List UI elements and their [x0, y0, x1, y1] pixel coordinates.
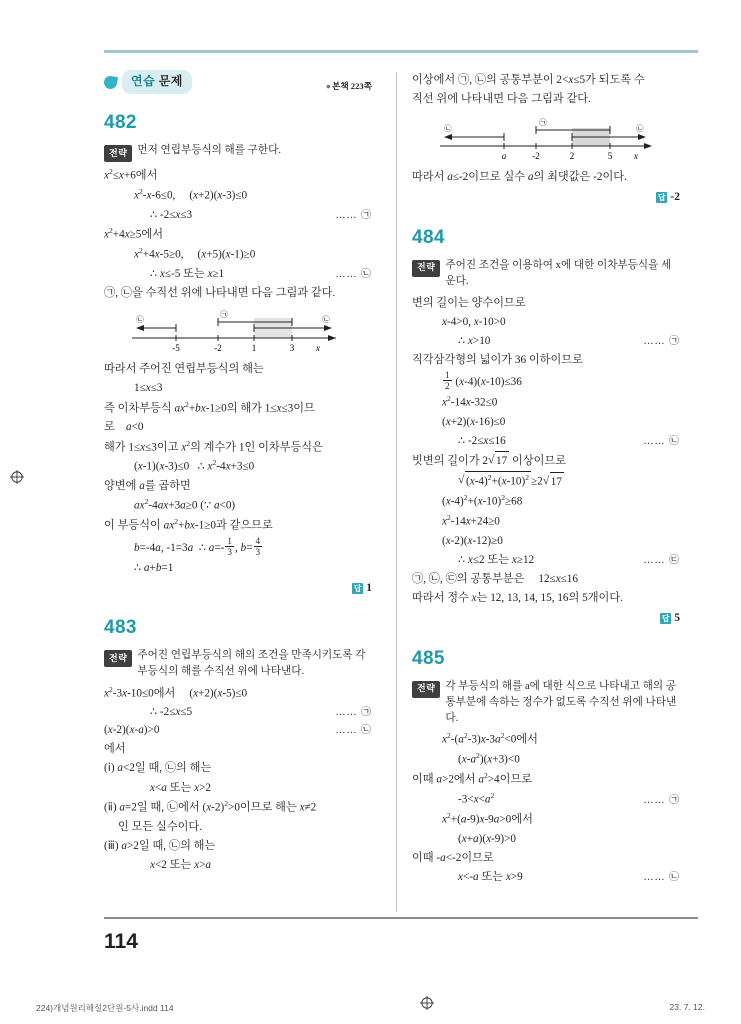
- solution-line: 로 a<0: [104, 421, 144, 434]
- solution-line: 변의 길이는 양수이므로: [412, 296, 526, 309]
- strategy-text: 먼저 연립부등식의 해를 구한다.: [137, 145, 282, 157]
- strategy-text: 각 부등식의 해를 a에 대한 식으로 나타내고 해의 공통부분에 속하는 정수가 없도록 수직선 위에 나타낸다.: [445, 680, 677, 724]
- solution-line: ∴ -2≤x≤16 …… ㉡: [458, 432, 680, 450]
- svg-text:㉡: ㉡: [322, 315, 330, 325]
- svg-text:3: 3: [289, 343, 295, 354]
- page-number: 114: [104, 930, 138, 953]
- solution-line: x<2 또는 x>a: [150, 858, 211, 871]
- solution-line: x<-a 또는 x>9 …… ㉡: [458, 868, 680, 886]
- solution-line: $-3<x<a^2$ …… ㉠: [458, 790, 680, 809]
- strategy-483: [104, 648, 372, 680]
- ellipsis-marker: …… ㉡: [643, 872, 680, 884]
- ellipsis-marker: …… ㉠: [335, 706, 372, 718]
- svg-text:1: 1: [251, 343, 257, 354]
- problem-number-485: 485: [412, 647, 445, 669]
- leaf-icon: [103, 75, 118, 90]
- solution-line: (ⅲ) a>2일 때, ㉡의 해는: [104, 839, 216, 852]
- strategy-chip: 전략: [104, 650, 132, 667]
- problem-number-482: 482: [104, 112, 137, 134]
- ellipsis-marker: …… ㉡: [643, 435, 680, 447]
- solution-line: $(x-a^2)(x+3)<0$: [458, 751, 520, 767]
- solution-line: ∴ -2≤x≤3 …… ㉠: [150, 206, 372, 224]
- solution-line: b=-4a, -1=3a ∴ a=- $\frac{1}{3}$ , b= $\frac{4}{3}$: [134, 536, 261, 558]
- left-column: [104, 70, 372, 875]
- solution-line: (x+a)(x-9)>0: [458, 832, 516, 845]
- ellipsis-marker: …… ㉢: [643, 554, 680, 566]
- solution-line: $x^2+4x\ge 5$에서: [104, 226, 164, 241]
- svg-text:-2: -2: [532, 151, 540, 162]
- solution-line: 이상에서 ㉠, ㉡의 공통부분이 2<x≤5가 되도록 수: [412, 74, 645, 86]
- answer-484: [412, 609, 680, 628]
- number-line-figure-483: [412, 118, 680, 164]
- strategy-chip: 전략: [412, 260, 440, 277]
- ellipsis-marker: …… ㉡: [335, 268, 372, 280]
- svg-text:2: 2: [569, 151, 575, 162]
- answer-icon: 답: [658, 193, 666, 203]
- solution-line: (x-2)(x-12)≥0: [442, 534, 503, 547]
- section-tag-label: 연습 문제: [122, 70, 192, 94]
- svg-text:㉡: ㉡: [636, 124, 644, 134]
- problem-number-484: 484: [412, 227, 445, 249]
- footer-date: 23. 7. 12.: [669, 1002, 705, 1012]
- svg-text:㉡: ㉡: [444, 124, 452, 134]
- solution-line: 따라서 a≤-2이므로 실수 a의 최댓값은 -2이다.: [412, 171, 627, 184]
- solution-line: $x^2+4x-5\ge 0$, (x+5)(x-1)≥0: [134, 246, 256, 261]
- solution-line: √ $(x-4)^2+(x-10)^2 \ge 2$ √ 17: [458, 471, 680, 491]
- strategy-482: [104, 143, 372, 162]
- solution-line: 빗변의 길이가 2 √ 17 이상이므로: [412, 451, 680, 470]
- svg-text:-5: -5: [172, 343, 180, 354]
- registration-mark-left: [10, 470, 24, 484]
- solution-line: $x^2-14x-32\le 0$: [442, 393, 498, 409]
- answer-482: [104, 579, 372, 598]
- svg-text:a: a: [501, 151, 507, 162]
- strategy-chip: 전략: [412, 681, 440, 698]
- solution-line: ㉠, ㉡을 수직선 위에 나타내면 다음 그림과 같다.: [104, 287, 336, 300]
- svg-text:5: 5: [607, 151, 613, 162]
- solution-line: 에서: [104, 743, 126, 756]
- answer-icon: 답: [353, 583, 362, 593]
- solution-line: x-4>0, x-10>0: [442, 315, 506, 328]
- answer-value: 5: [674, 612, 680, 625]
- section-tag: [104, 70, 372, 94]
- solution-line: 해가 1≤x≤3이고 $x^2$의 계수가 1인 이차부등식은: [104, 438, 323, 454]
- solution-line: ㉠, ㉡, ㉢의 공통부분은 12≤x≤16: [412, 573, 578, 586]
- solution-line: $x^2-3x-10\le 0$에서 (x+2)(x-5)≤0: [104, 685, 248, 700]
- answer-icon: 답: [661, 614, 670, 624]
- solution-line: $x^2-14x+24\ge 0$: [442, 512, 500, 528]
- column-divider: [396, 72, 397, 912]
- footer-filename: 224)개념원리해설2단원-5사.indd 114: [36, 1003, 174, 1013]
- solution-line: ∴ x>10 …… ㉠: [458, 332, 680, 350]
- solution-line: ∴ x≤-5 또는 x≥1 …… ㉡: [150, 265, 372, 283]
- strategy-text: 주어진 연립부등식의 해의 조건을 만족시키도록 각 부등식의 해를 수직선 위에 나타낸다.: [137, 650, 366, 678]
- solution-line: ∴ x≤2 또는 x≥12 …… ㉢: [458, 551, 680, 569]
- ellipsis-marker: …… ㉠: [643, 335, 680, 347]
- solution-line: 인 모든 실수이다.: [118, 820, 203, 833]
- solution-line: x<a 또는 x>2: [150, 781, 211, 794]
- svg-text:x: x: [316, 343, 320, 354]
- solution-line: 즉 이차부등식 $ax^2+bx-1\ge 0$의 해가 1≤x≤3이므: [104, 399, 315, 415]
- ellipsis-marker: …… ㉡: [335, 725, 372, 737]
- solution-line: $(x-4)^2+(x-10)^2\ge 68$: [442, 492, 523, 508]
- right-column: [412, 70, 680, 886]
- solution-line: (x+2)(x-16)≤0: [442, 415, 506, 428]
- svg-text:㉠: ㉠: [220, 310, 228, 320]
- strategy-485: [412, 679, 680, 727]
- ellipsis-marker: …… ㉠: [643, 794, 680, 806]
- solution-line: (x-1)(x-3)≤0 ∴ $x^2-4x+3\le 0$: [134, 458, 255, 474]
- solution-line: $ax^2-4ax+3a\ge 0$ (∵ a<0): [134, 497, 236, 513]
- solution-line: (ⅱ) a=2일 때, ㉡에서 $(x-2)^2>0$이므로 해는 x≠2: [104, 798, 317, 814]
- section-reference: ● 본책 223쪽: [325, 80, 372, 91]
- svg-text:x: x: [634, 151, 638, 162]
- strategy-484: [412, 258, 680, 290]
- bottom-rule: [104, 917, 698, 919]
- solution-line: 따라서 주어진 연립부등식의 해는: [104, 363, 264, 376]
- strategy-text: 주어진 조건을 이용하여 x에 대한 이차부등식을 세운다.: [445, 259, 672, 287]
- solution-line: 이때 -a<-2이므로: [412, 851, 494, 864]
- solution-line: ∴ a+b=1: [134, 561, 174, 574]
- svg-text:㉠: ㉠: [539, 118, 547, 128]
- top-rule: [104, 50, 698, 53]
- problem-number-483: 483: [104, 617, 137, 639]
- solution-line: $x^2\le x+6$에서: [104, 167, 158, 182]
- solution-line: (x-2)(x-a)>0 …… ㉡: [104, 721, 372, 739]
- answer-value: -2: [670, 191, 680, 204]
- solution-line: 이때 a>2에서 $a^2>4$이므로: [412, 771, 533, 786]
- ellipsis-marker: …… ㉠: [335, 209, 372, 221]
- number-line-figure-482: [104, 310, 372, 356]
- solution-line: 양변에 a를 곱하면: [104, 480, 191, 493]
- strategy-chip: 전략: [104, 145, 132, 162]
- solution-line: ∴ -2≤x≤5 …… ㉠: [150, 703, 372, 721]
- answer-483: [412, 188, 680, 207]
- answer-value: 1: [366, 581, 372, 594]
- solution-line: 직각삼각형의 넓이가 36 이하이므로: [412, 354, 583, 367]
- solution-line: 1≤x≤3: [134, 382, 163, 395]
- svg-text:-2: -2: [214, 343, 222, 354]
- solution-line: $x^2-x-6\le 0$, (x+2)(x-3)≤0: [134, 187, 248, 202]
- svg-text:㉡: ㉡: [136, 315, 144, 325]
- solution-line: $x^2+(a-9)x-9a>0$에서: [442, 810, 533, 826]
- solution-line: (ⅰ) a<2일 때, ㉡의 해는: [104, 762, 212, 775]
- solution-line: 따라서 정수 x는 12, 13, 14, 15, 16의 5개이다.: [412, 592, 623, 605]
- solution-line: $x^2-(a^2-3)x-3a^2<0$에서: [442, 731, 538, 747]
- registration-mark-bottom: [420, 996, 434, 1010]
- solution-line: $\frac{1}{2}$ (x-4)(x-10)≤36: [445, 370, 522, 392]
- solution-line: 이 부등식이 $ax^2+bx-1\ge 0$과 같으므로: [104, 517, 273, 533]
- solution-line: 직선 위에 나타내면 다음 그림과 같다.: [412, 93, 591, 106]
